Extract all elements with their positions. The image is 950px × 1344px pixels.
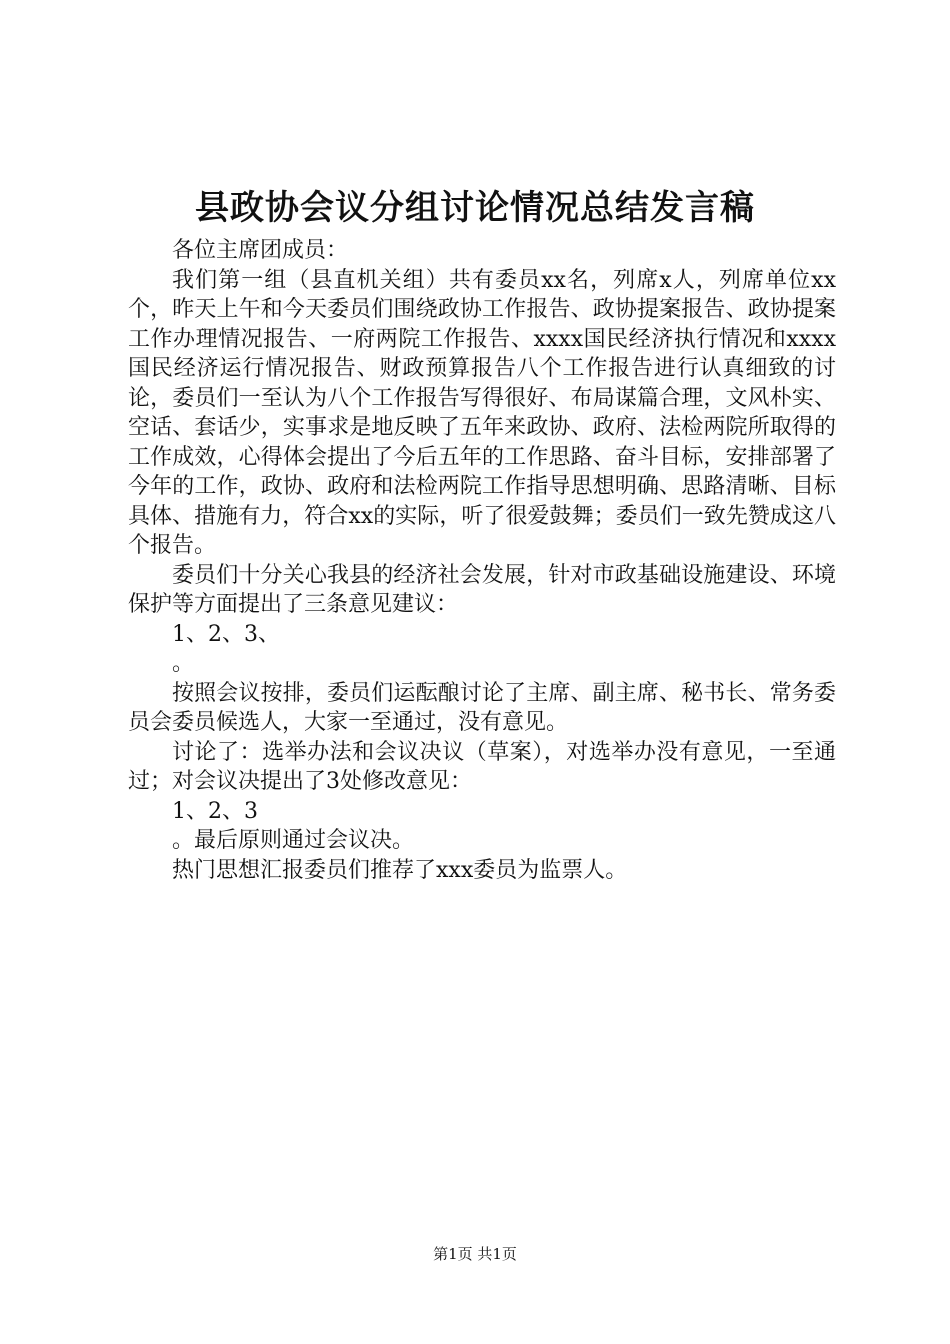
amendment-list: 1、2、3 bbox=[172, 798, 258, 824]
paragraph-election-rules: 讨论了：选举办法和会议决议（草案），对选举办没有意见，一至通过；对会议决提出了3处修改意见： bbox=[128, 739, 836, 794]
suggestion-list: 1、2、3、 bbox=[172, 621, 280, 647]
paragraph-scrutineer: 热门思想汇报委员们推荐了xxx委员为监票人。 bbox=[172, 857, 628, 883]
page-footer: 第1页 共1页 bbox=[433, 1245, 517, 1263]
paragraph-candidates: 按照会议按排，委员们运酝酿讨论了主席、副主席、秘书长、常务委员会委员候选人，大家一至通过，没有意见。 bbox=[128, 680, 836, 735]
document-body bbox=[128, 236, 836, 885]
paragraph-suggestions: 委员们十分关心我县的经济社会发展，针对市政基础设施建设、环境保护等方面提出了三条意见建议： bbox=[128, 562, 836, 617]
document-title: 县政协会议分组讨论情况总结发言稿 bbox=[195, 188, 755, 228]
amendment-conclusion: 。最后原则通过会议决。 bbox=[172, 828, 415, 853]
suggestion-list-end: 。 bbox=[172, 651, 195, 676]
salutation: 各位主席团成员： bbox=[172, 238, 349, 263]
paragraph-group-summary: 我们第一组（县直机关组）共有委员xx名，列席x人，列席单位xx个，昨天上午和今天委员们围绕政协工作报告、政协提案报告、政协提案工作办理情况报告、一府两院工作报告、xxxx国民经济执行情况和xxxx国民经济运行情况报告、财政预算报告八个工作报告进行认真细致的讨论，委员们一至认为八个工作报告写得很好、布局谋篇合理，文风朴实、空话、套话少，实事求是地反映了五年来政协、政府、法检两院所取得的工作成效，心得体会提出了今后五年的工作思路、奋斗目标，安排部署了今年的工作，政协、政府和法检两院工作指导思想明确、思路清晰、目标具体、措施有力，符合xx的实际，听了很爱鼓舞；委员们一致先赞成这八个报告。 bbox=[128, 267, 836, 558]
